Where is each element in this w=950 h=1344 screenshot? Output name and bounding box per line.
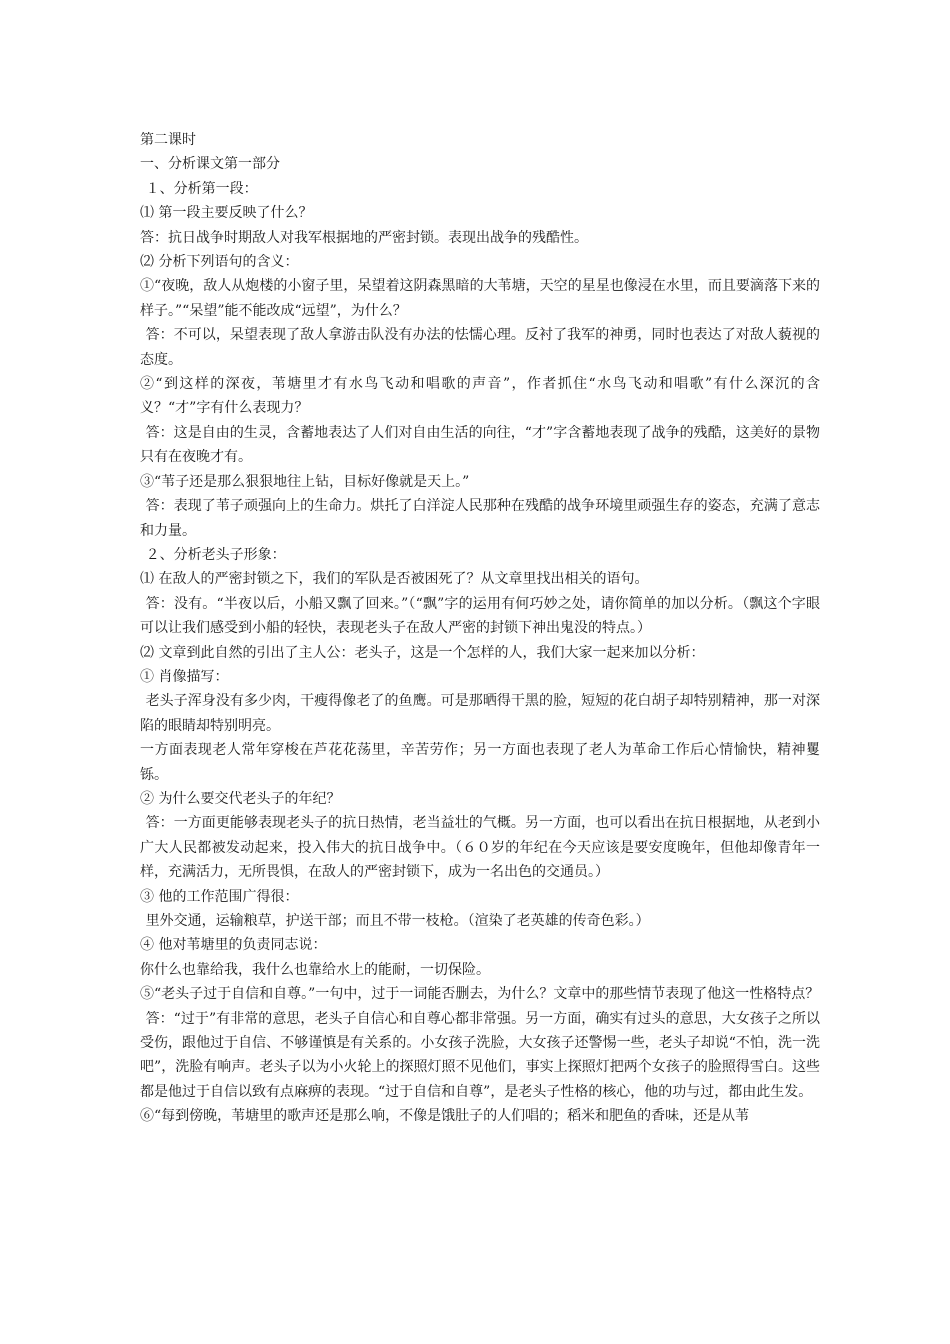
answer: 答：表现了苇子顽强向上的生命力。烘托了白洋淀人民那种在残酷的战争环境里顽强生存的姿态，充满了意志和力量。 (140, 498, 820, 539)
question: ⑴ 在敌人的严密封锁之下，我们的军队是否被困死了？从文章里找出相关的语句。 (140, 571, 649, 588)
body-text: 老头子浑身没有多少肉，干瘦得像老了的鱼鹰。可是那晒得干黑的脸，短短的花白胡子却特别精神，那一对深陷的眼睛却特别明亮。 (140, 693, 820, 734)
question: ⑴ 第一段主要反映了什么？ (140, 205, 313, 222)
section-heading: 一、分析课文第一部分 (140, 156, 280, 173)
quote-item: ②“到这样的深夜，苇塘里才有水鸟飞动和唱歌的声音”，作者抓住“水鸟飞动和唱歌”有什么深沉的含义？“才”字有什么表现力？ (140, 376, 820, 417)
quote-item: ⑤“老头子过于自信和自尊。”一句中，过于一词能否删去，为什么？文章中的那些情节表现了他这一性格特点？ (140, 986, 820, 1003)
body-text: 你什么也靠给我，我什么也靠给水上的能耐，一切保险。 (140, 961, 490, 978)
quote-item: ③“苇子还是那么狠狠地往上钻，目标好像就是天上。” (140, 473, 470, 490)
body-text: 里外交通，运输粮草，护送干部；而且不带一枝枪。（渲染了老英雄的传奇色彩。） (145, 913, 650, 929)
quote-item: ①“夜晚，敌人从炮楼的小窗子里，呆望着这阴森黑暗的大苇塘，天空的星星也像浸在水里，而且要滴落下来的样子。”“呆望”能不能改成“远望”，为什么？ (140, 278, 820, 319)
point-heading: ① 肖像描写： (140, 668, 229, 685)
subsection-heading: １、分析第一段： (145, 180, 258, 197)
question: ⑵ 分析下列语句的含义： (140, 254, 299, 271)
answer: 答：这是自由的生灵，含蓄地表达了人们对自由生活的向往，“才”字含蓄地表现了战争的残酷，这美好的景物只有在夜晚才有。 (140, 424, 820, 466)
answer: 答：一方面更能够表现老头子的抗日热情，老当益壮的气概。另一方面，也可以看出在抗日根据地，从老到小广大人民都被发动起来，投入伟大的抗日战争中。（６０岁的年纪在今天应该是要安度晚年，但他却像青年一样，充满活力，无所畏惧，在敌人的严密封锁下，成为一名出色的交通员。） (140, 815, 820, 881)
question: ⑵ 文章到此自然的引出了主人公：老头子，这是一个怎样的人，我们大家一起来加以分析： (140, 644, 705, 661)
point-heading: ③ 他的工作范围广得很： (140, 888, 299, 905)
lesson-heading: 第二课时 (140, 132, 196, 148)
subsection-heading: ２、分析老头子形象： (145, 546, 286, 563)
answer: 答：不可以，呆望表现了敌人拿游击队没有办法的怯懦心理。反衬了我军的神勇，同时也表达了对敌人藐视的态度。 (140, 327, 820, 368)
answer: 答：“过于”有非常的意思，老头子自信心和自尊心都非常强。另一方面，确实有过头的意思，大女孩子之所以受伤，跟他过于自信、不够谨慎是有关系的。小女孩子洗脸，大女孩子还警惕一些，老头子却说“不怕，洗一洗吧”，洗脸有响声。老头子以为小火轮上的探照灯照不见他们，事实上探照灯把两个女孩子的脸照得雪白。这些都是他过于自信以致有点麻痹的表现。“过于自信和自尊”，是老头子性格的核心，他的功与过，都由此生发。 (140, 1010, 820, 1100)
body-text: 一方面表现老人常年穿梭在芦花花荡里，辛苦劳作；另一方面也表现了老人为革命工作后心情愉快，精神矍铄。 (140, 742, 820, 783)
answer: 答：没有。“半夜以后，小船又飘了回来。”（“飘”字的运用有何巧妙之处，请你简单的加以分析。（飘这个字眼可以让我们感受到小船的轻快，表现老头子在敌人严密的封锁下神出鬼没的特点。） (140, 595, 820, 637)
document-body (140, 128, 820, 1129)
answer: 答：抗日战争时期敌人对我军根据地的严密封锁。表现出战争的残酷性。 (140, 229, 588, 246)
point-heading: ④ 他对苇塘里的负责同志说： (140, 937, 327, 954)
quote-item: ⑥“每到傍晚，苇塘里的歌声还是那么响，不像是饿肚子的人们唱的；稻米和肥鱼的香味，还是从苇 (140, 1108, 750, 1125)
point-heading: ② 为什么要交代老头子的年纪？ (140, 790, 341, 807)
